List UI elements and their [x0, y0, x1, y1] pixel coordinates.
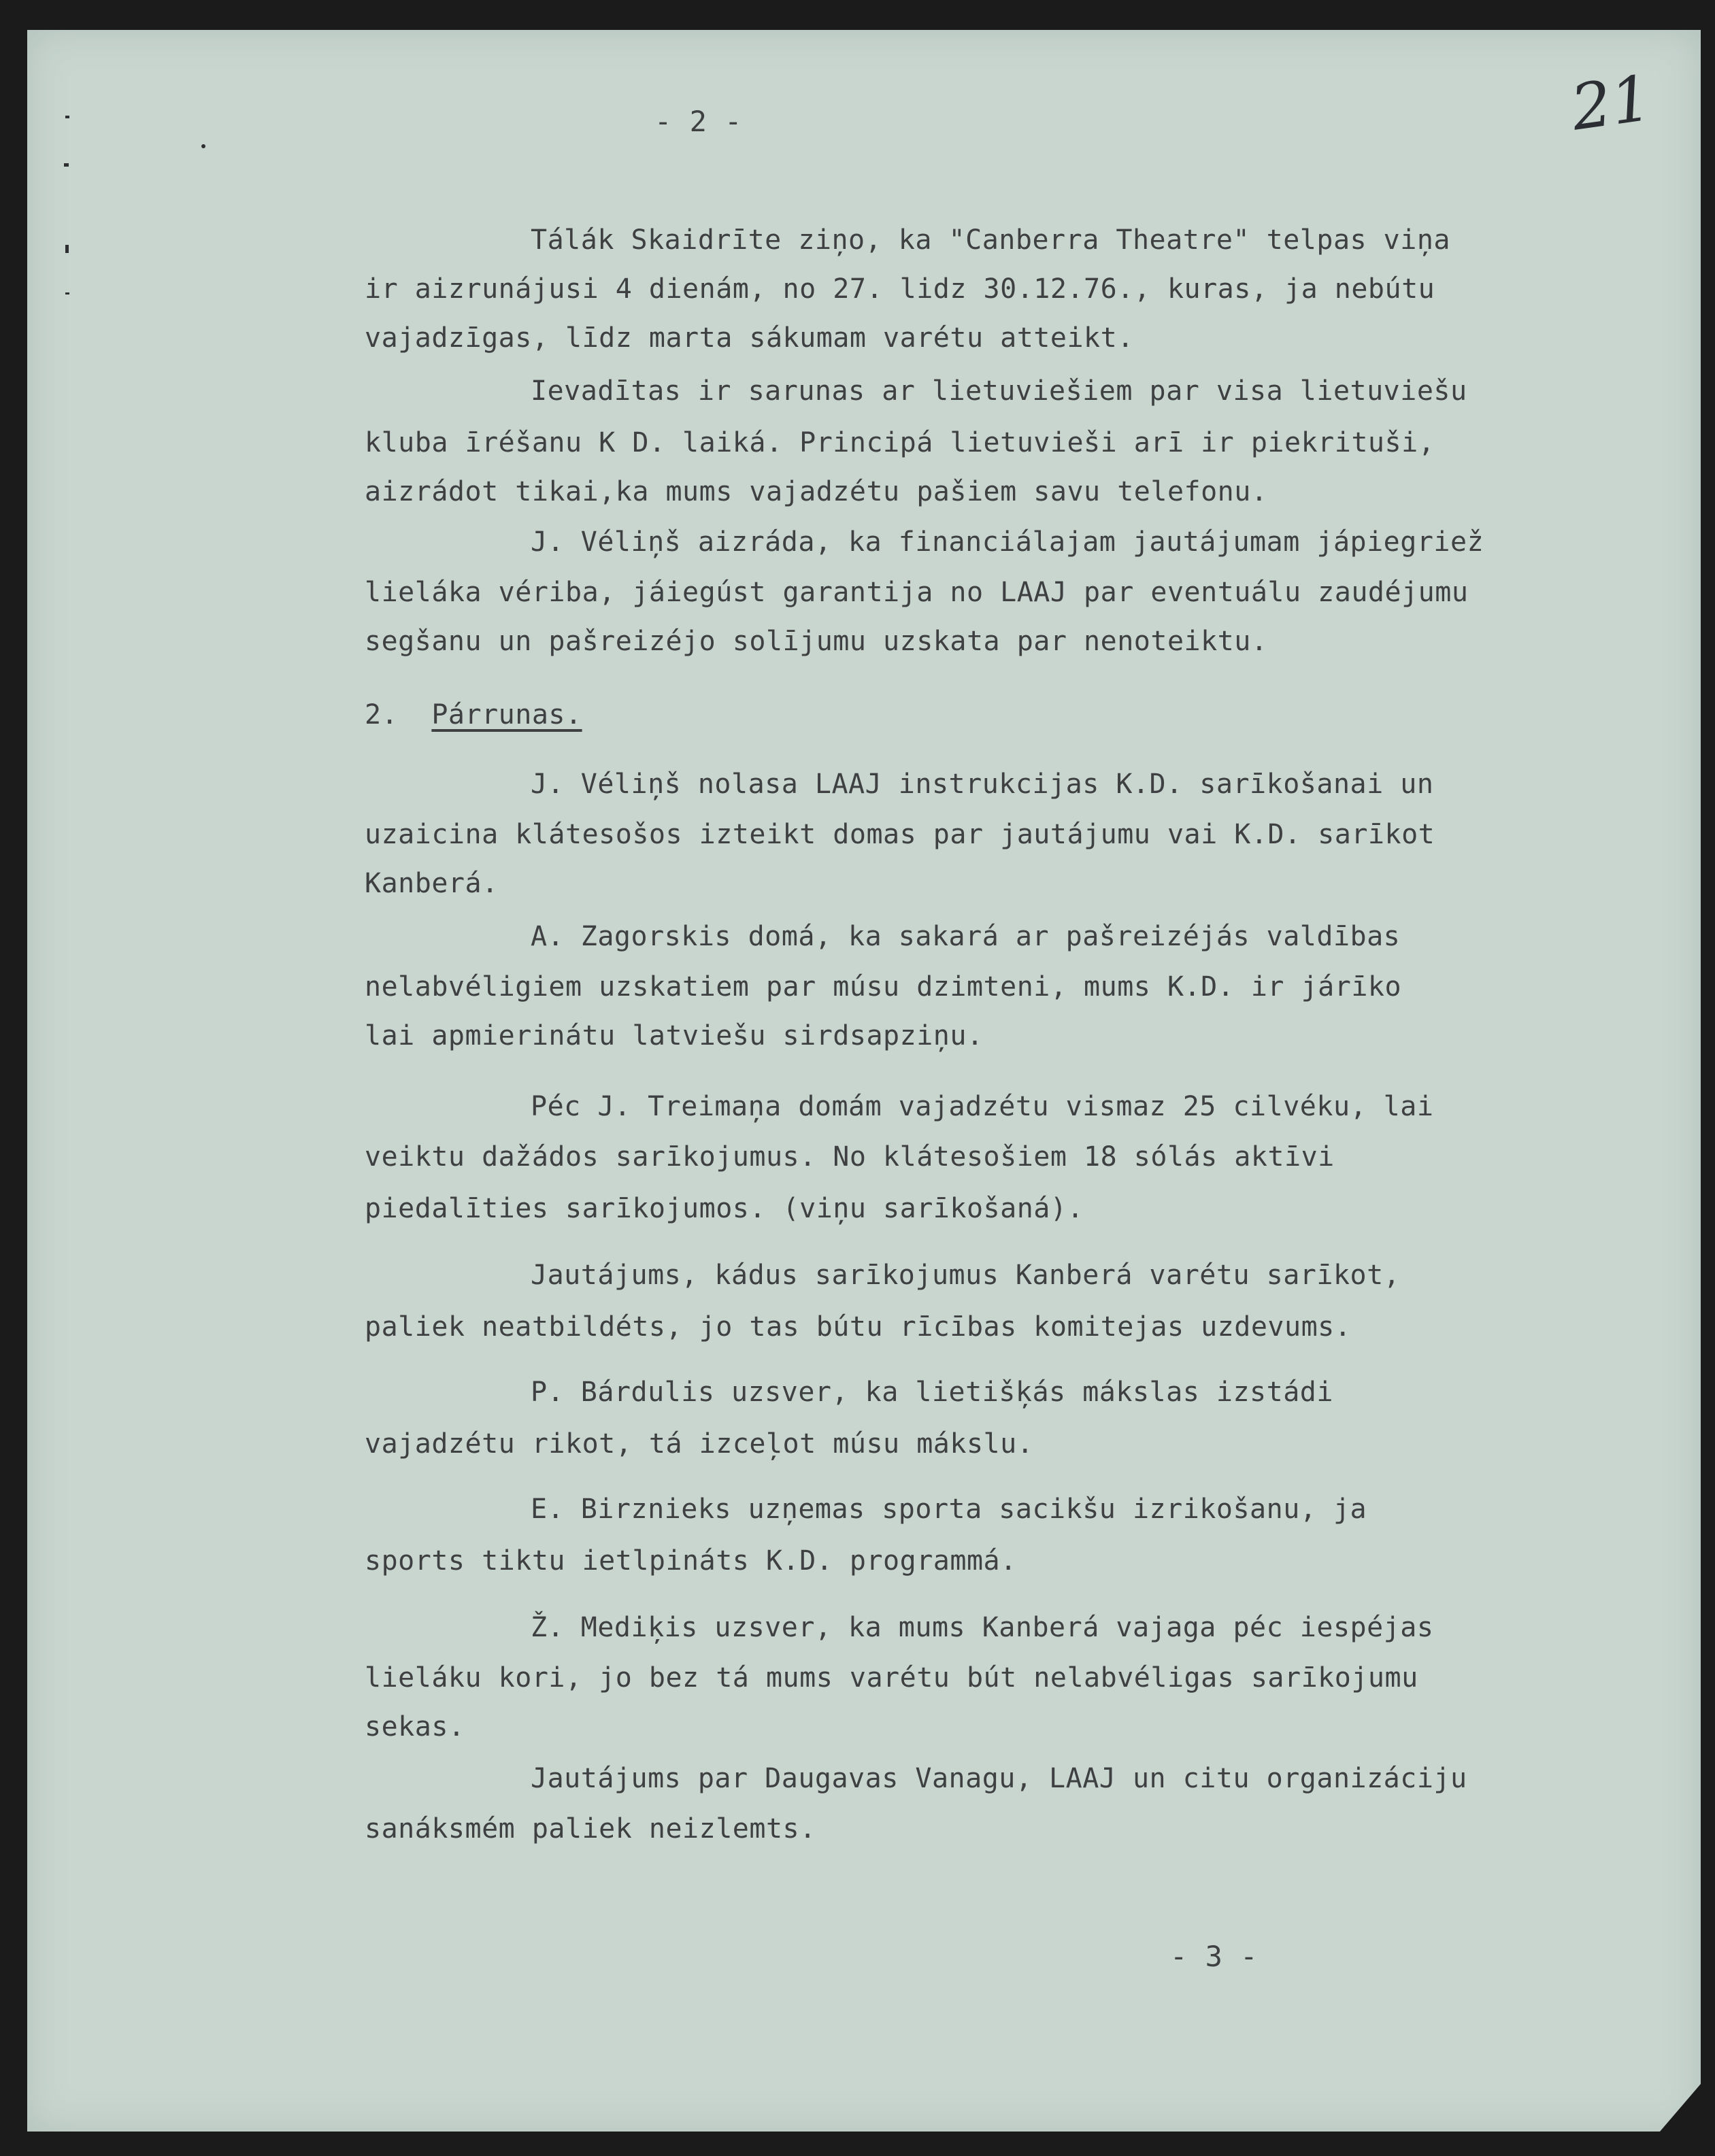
margin-mark	[201, 144, 205, 148]
text-line: lieláku kori, jo bez tá mums varétu bút nelabvéligas sarīkojumu	[365, 1662, 1418, 1694]
text-line: Kanberá.	[365, 868, 499, 899]
margin-mark	[65, 292, 69, 294]
text-line: J. Véliņš nolasa LAAJ instrukcijas K.D. sarīkošanai un	[531, 769, 1434, 800]
text-line: uzaicina klátesošos izteikt domas par jautájumu vai K.D. sarīkot	[365, 819, 1435, 850]
text-line: Jautájums par Daugavas Vanagu, LAAJ un citu organizáciju	[531, 1763, 1467, 1794]
text-line: Ž. Mediķis uzsver, ka mums Kanberá vajaga péc iespéjas	[531, 1612, 1434, 1643]
text-line: A. Zagorskis domá, ka sakará ar pašreizéjás valdības	[531, 921, 1401, 952]
text-line: ir aizrunájusi 4 dienám, no 27. lidz 30.12.76., kuras, ja nebútu	[365, 273, 1435, 305]
text-line: Tálák Skaidrīte ziņo, ka "Canberra Theatre" telpas viņa	[531, 224, 1451, 256]
page-header-number: - 2 -	[654, 105, 742, 138]
handwritten-folio-number: 21	[1567, 61, 1656, 145]
text-line: Jautájums, kádus sarīkojumus Kanberá varétu sarīkot,	[531, 1260, 1401, 1291]
text-line: nelabvéligiem uzskatiem par músu dzimteni, mums K.D. ir járīko	[365, 971, 1402, 1003]
text-line: E. Birznieks uzņemas sporta sacikšu izrikošanu, ja	[531, 1494, 1367, 1525]
page-footer-number: - 3 -	[1170, 1940, 1258, 1973]
text-line: sports tiktu ietlpináts K.D. programmá.	[365, 1545, 1017, 1577]
document-page	[27, 30, 1701, 2132]
section-title: Párrunas.	[431, 699, 582, 730]
margin-mark	[64, 163, 69, 167]
text-line: lieláka vériba, jáiegúst garantija no LAAJ par eventuálu zaudéjumu	[365, 577, 1469, 608]
text-line: vajadzétu rikot, tá izceļot músu mákslu.	[365, 1428, 1034, 1460]
text-line: lai apmierinátu latviešu sirdsapziņu.	[365, 1020, 984, 1051]
text-line: aizrádot tikai,ka mums vajadzétu pašiem savu telefonu.	[365, 476, 1268, 507]
text-line: sekas.	[365, 1711, 465, 1742]
text-line: Péc J. Treimaņa domám vajadzétu vismaz 25 cilvéku, lai	[531, 1091, 1434, 1122]
text-line: J. Véliņš aizráda, ka financiálajam jautájumam jápiegriež	[531, 526, 1484, 558]
section-heading	[365, 699, 582, 730]
text-line: paliek neatbildéts, jo tas bútu rīcības komitejas uzdevums.	[365, 1311, 1352, 1343]
margin-mark	[65, 116, 69, 118]
section-number: 2.	[365, 699, 399, 730]
text-line: veiktu dažádos sarīkojumus. No klátesošiem 18 sólás aktīvi	[365, 1141, 1335, 1173]
text-line: vajadzīgas, līdz marta sákumam varétu atteikt.	[365, 322, 1134, 354]
text-line: P. Bárdulis uzsver, ka lietišķás mákslas izstádi	[531, 1377, 1333, 1408]
text-line: segšanu un pašreizéjo solījumu uzskata par nenoteiktu.	[365, 626, 1268, 657]
text-line: sanáksmém paliek neizlemts.	[365, 1813, 816, 1845]
torn-corner	[1660, 2084, 1701, 2132]
text-line: kluba īréšanu K D. laiká. Principá lietuvieši arī ir piekrituši,	[365, 427, 1435, 458]
text-line: Ievadītas ir sarunas ar lietuviešiem par visa lietuviešu	[531, 375, 1467, 407]
text-line: piedalīties sarīkojumos. (viņu sarīkošaná).	[365, 1193, 1084, 1224]
margin-mark	[65, 245, 69, 253]
